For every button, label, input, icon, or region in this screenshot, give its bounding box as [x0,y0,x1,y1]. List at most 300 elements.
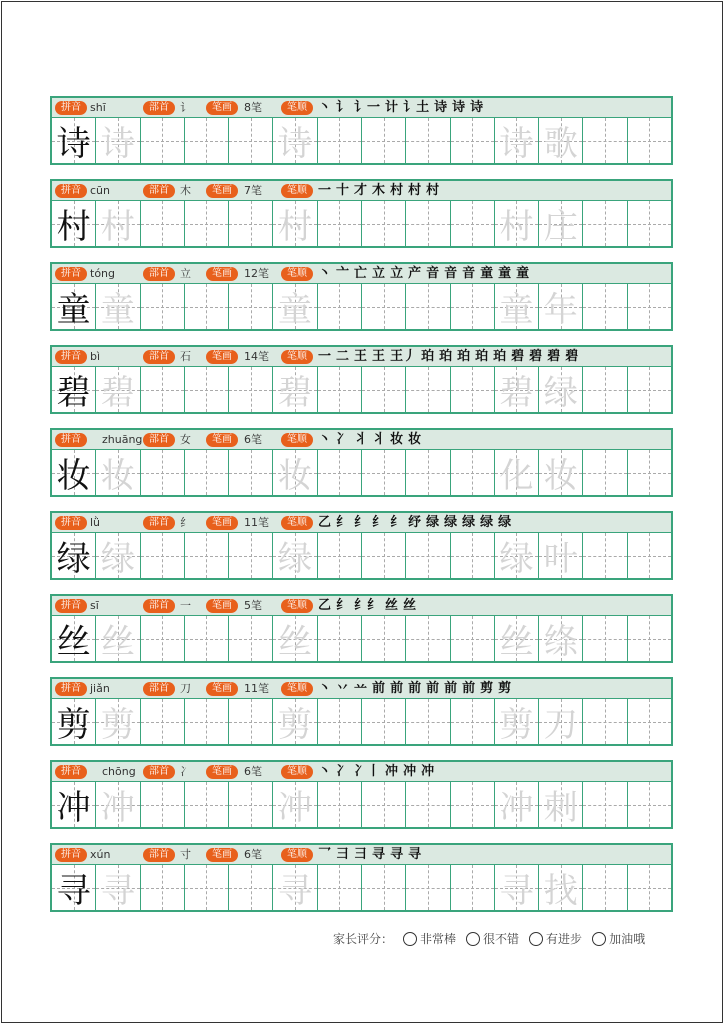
pinyin-value: zhuāng [102,433,143,446]
practice-cell[interactable] [318,865,362,910]
writing-grid [50,533,673,580]
practice-cell[interactable] [451,533,495,578]
practice-cell[interactable] [185,616,229,661]
practice-cell[interactable] [539,699,583,744]
practice-cell[interactable] [52,616,96,661]
practice-cell[interactable] [451,616,495,661]
practice-cell[interactable] [52,450,96,495]
practice-cell[interactable] [229,865,273,910]
model-character: 绿 [56,539,91,579]
practice-cell[interactable] [539,450,583,495]
practice-cell[interactable] [185,782,229,827]
pinyin-badge: 拼音 [55,267,87,281]
stroke-step: 冲 [385,764,399,779]
character-info-header [50,677,673,699]
practice-cell[interactable] [539,616,583,661]
stroke-step: 剪 [480,681,494,696]
pinyin-value: cūn [90,184,110,197]
practice-cell[interactable] [362,367,406,412]
practice-cell[interactable] [318,699,362,744]
stroke-step: 诗 [434,100,448,115]
practice-cell[interactable] [628,367,671,412]
practice-cell[interactable] [52,533,96,578]
stroke-step: 王丿 [390,349,417,364]
stroke-count-value: 14笔 [244,350,269,363]
practice-cell[interactable] [185,118,229,163]
practice-cell[interactable] [451,865,495,910]
stroke-order-sequence [318,99,488,117]
stroke-step: 村 [408,183,422,198]
practice-cell[interactable] [96,118,140,163]
practice-cell[interactable] [628,865,671,910]
practice-cell[interactable] [229,782,273,827]
stroke-step: 木 [372,183,386,198]
practice-cell[interactable] [495,284,539,329]
stroke-step: 冫丨 [354,764,381,779]
practice-cell[interactable] [406,616,450,661]
trace-word-character: 找 [543,871,578,911]
radical-badge: 部首 [143,765,175,779]
practice-cell[interactable] [141,699,185,744]
practice-cell[interactable] [229,367,273,412]
pinyin-value: tóng [90,267,115,280]
practice-cell[interactable] [406,782,450,827]
practice-cell[interactable] [451,782,495,827]
practice-cell[interactable] [273,450,317,495]
trace-word-character: 绿 [543,373,578,413]
trace-character: 剪 [100,705,135,745]
stroke-step: 乙 [318,598,332,613]
practice-cell[interactable] [539,118,583,163]
practice-cell[interactable] [273,616,317,661]
practice-cell[interactable] [362,865,406,910]
practice-cell[interactable] [539,201,583,246]
practice-cell[interactable] [141,782,185,827]
stroke-step: 乙 [318,515,332,530]
practice-cell[interactable] [495,616,539,661]
practice-cell[interactable] [495,118,539,163]
practice-cell[interactable] [273,367,317,412]
pinyin-badge: 拼音 [55,350,87,364]
practice-cell[interactable] [141,367,185,412]
trace-character: 妆 [278,456,313,496]
practice-cell[interactable] [96,865,140,910]
practice-cell[interactable] [583,782,627,827]
character-block [50,843,673,912]
stroke-step: 王 [372,349,386,364]
practice-cell[interactable] [362,450,406,495]
practice-cell[interactable] [362,118,406,163]
stroke-step: 冲 [403,764,417,779]
practice-cell[interactable] [141,201,185,246]
stroke-order-badge: 笔顺 [281,184,313,198]
stroke-step: 丶 [318,681,332,696]
practice-cell[interactable] [583,533,627,578]
radical-value: 讠 [180,101,191,114]
practice-cell[interactable] [451,699,495,744]
practice-cell[interactable] [52,865,96,910]
pinyin-badge: 拼音 [55,848,87,862]
stroke-order-badge: 笔顺 [281,101,313,115]
stroke-step: 寻 [372,847,386,862]
trace-character: 村 [100,207,135,247]
practice-cell[interactable] [362,533,406,578]
rating-option-excellent[interactable]: 非常棒 [403,930,456,947]
practice-cell[interactable] [628,118,671,163]
practice-cell[interactable] [362,782,406,827]
writing-grid [50,616,673,663]
practice-cell[interactable] [583,865,627,910]
stroke-step: 纟 [336,598,350,613]
trace-word-character: 叶 [543,539,578,579]
practice-cell[interactable] [406,367,450,412]
stroke-step: 讠 [336,100,350,115]
practice-cell[interactable] [185,865,229,910]
practice-cell[interactable] [628,533,671,578]
character-block [50,345,673,414]
practice-cell[interactable] [628,201,671,246]
pinyin-value: sī [90,599,99,612]
practice-cell[interactable] [141,865,185,910]
practice-cell[interactable] [451,118,495,163]
radical-badge: 部首 [143,599,175,613]
practice-cell[interactable] [451,450,495,495]
practice-cell[interactable] [495,533,539,578]
stroke-count-badge: 笔画 [206,267,238,281]
practice-cell[interactable] [318,201,362,246]
practice-cell[interactable] [406,284,450,329]
trace-character: 寻 [100,871,135,911]
stroke-step: 丷 [336,681,350,696]
practice-cell[interactable] [406,201,450,246]
practice-cell[interactable] [141,533,185,578]
practice-cell[interactable] [362,699,406,744]
pinyin-value: shī [90,101,106,114]
character-info-header [50,428,673,450]
model-character: 童 [56,290,91,330]
stroke-order-badge: 笔顺 [281,682,313,696]
stroke-step: 前 [426,681,440,696]
stroke-step: 碧 [547,349,561,364]
practice-cell[interactable] [451,367,495,412]
stroke-step: 一 [318,183,332,198]
practice-cell[interactable] [96,450,140,495]
practice-cell[interactable] [362,201,406,246]
practice-cell[interactable] [583,118,627,163]
writing-grid [50,699,673,746]
practice-cell[interactable] [628,699,671,744]
model-character: 寻 [56,871,91,911]
practice-cell[interactable] [318,616,362,661]
stroke-count-value: 5笔 [244,599,262,612]
stroke-step: 彐 [336,847,350,862]
stroke-step: 纟 [390,515,404,530]
stroke-step: 纟纟 [354,598,381,613]
radical-value: 冫 [180,765,191,778]
practice-cell[interactable] [495,201,539,246]
practice-cell[interactable] [229,284,273,329]
radical-badge: 部首 [143,433,175,447]
trace-character: 碧 [278,373,313,413]
practice-cell[interactable] [185,450,229,495]
stroke-step: 计 [385,100,399,115]
practice-cell[interactable] [52,201,96,246]
stroke-step: 绿 [462,515,476,530]
model-character: 冲 [56,788,91,828]
practice-cell[interactable] [185,533,229,578]
stroke-step: 碧 [565,349,579,364]
practice-cell[interactable] [229,699,273,744]
radio-circle-icon[interactable] [466,932,480,946]
stroke-step: 珀 [475,349,489,364]
stroke-order-badge: 笔顺 [281,433,313,447]
practice-cell[interactable] [539,367,583,412]
practice-cell[interactable] [539,533,583,578]
practice-cell[interactable] [185,284,229,329]
practice-cell[interactable] [583,699,627,744]
radio-circle-icon[interactable] [403,932,417,946]
practice-cell[interactable] [495,699,539,744]
pinyin-badge: 拼音 [55,516,87,530]
stroke-step: 村 [426,183,440,198]
practice-cell[interactable] [628,284,671,329]
stroke-step: 童 [480,266,494,281]
practice-cell[interactable] [362,284,406,329]
pinyin-badge: 拼音 [55,101,87,115]
practice-cell[interactable] [451,284,495,329]
stroke-step: 丶 [318,100,332,115]
writing-grid [50,284,673,331]
practice-cell[interactable] [52,118,96,163]
practice-cell[interactable] [495,450,539,495]
radical-value: 女 [180,433,191,446]
character-block [50,96,673,165]
stroke-order-badge: 笔顺 [281,599,313,613]
practice-cell[interactable] [318,533,362,578]
pinyin-badge: 拼音 [55,184,87,198]
practice-cell[interactable] [628,450,671,495]
practice-cell[interactable] [96,367,140,412]
rating-option-good[interactable]: 很不错 [466,930,519,947]
stroke-step: 彐 [354,847,368,862]
stroke-step: 讠土 [403,100,430,115]
practice-cell[interactable] [318,284,362,329]
stroke-count-value: 8笔 [244,101,262,114]
stroke-order-badge: 笔顺 [281,350,313,364]
model-character: 诗 [56,124,91,164]
radical-value: 刀 [180,682,191,695]
practice-cell[interactable] [318,118,362,163]
pinyin-badge: 拼音 [55,599,87,613]
stroke-step: 寻 [408,847,422,862]
radical-value: 寸 [180,848,191,861]
practice-cell[interactable] [229,450,273,495]
trace-character: 村 [278,207,313,247]
stroke-step: 冫 [336,764,350,779]
model-character: 妆 [56,456,91,496]
pinyin-value: chōng [102,765,136,778]
practice-cell[interactable] [539,865,583,910]
stroke-step: 诗 [470,100,484,115]
practice-cell[interactable] [273,201,317,246]
practice-cell[interactable] [141,284,185,329]
practice-cell[interactable] [229,201,273,246]
stroke-step: 珀 [457,349,471,364]
stroke-count-value: 6笔 [244,848,262,861]
trace-word-character: 刀 [543,705,578,745]
stroke-step: 丶 [318,266,332,281]
practice-cell[interactable] [96,284,140,329]
practice-cell[interactable] [273,118,317,163]
rating-option-progress[interactable]: 有进步 [529,930,582,947]
practice-cell[interactable] [406,118,450,163]
trace-character: 童 [100,290,135,330]
stroke-step: 二 [336,349,350,364]
stroke-step: 前 [390,681,404,696]
practice-cell[interactable] [52,284,96,329]
practice-cell[interactable] [495,367,539,412]
practice-cell[interactable] [495,865,539,910]
practice-cell[interactable] [451,201,495,246]
trace-character: 绿 [278,539,313,579]
practice-cell[interactable] [583,367,627,412]
practice-cell[interactable] [96,699,140,744]
character-info-header [50,843,673,865]
practice-cell[interactable] [52,367,96,412]
practice-cell[interactable] [52,699,96,744]
practice-cell[interactable] [229,118,273,163]
stroke-step: 前 [462,681,476,696]
trace-word-character: 歌 [543,124,578,164]
stroke-step: 产 [408,266,422,281]
trace-word-character: 诗 [499,124,534,164]
stroke-count-badge: 笔画 [206,848,238,862]
radical-badge: 部首 [143,516,175,530]
stroke-step: 珀 [493,349,507,364]
practice-cell[interactable] [273,284,317,329]
pinyin-badge: 拼音 [55,682,87,696]
stroke-step: 丝 [403,598,417,613]
character-block [50,511,673,580]
stroke-step: 珀 [439,349,453,364]
stroke-step: 童 [498,266,512,281]
character-block [50,428,673,497]
stroke-step: 亡 [354,266,368,281]
practice-cell[interactable] [273,782,317,827]
practice-cell[interactable] [96,616,140,661]
practice-cell[interactable] [273,699,317,744]
practice-cell[interactable] [96,533,140,578]
practice-cell[interactable] [406,533,450,578]
trace-character: 丝 [278,622,313,662]
practice-cell[interactable] [318,450,362,495]
stroke-order-sequence [318,763,439,781]
practice-cell[interactable] [362,616,406,661]
stroke-count-value: 11笔 [244,682,269,695]
character-info-header [50,96,673,118]
pinyin-value: xún [90,848,111,861]
stroke-step: 纟 [372,515,386,530]
practice-cell[interactable] [318,367,362,412]
stroke-step: 音 [444,266,458,281]
practice-cell[interactable] [52,782,96,827]
stroke-count-value: 7笔 [244,184,262,197]
stroke-order-badge: 笔顺 [281,765,313,779]
stroke-step: 才 [354,183,368,198]
practice-cell[interactable] [96,782,140,827]
radical-badge: 部首 [143,350,175,364]
stroke-step: 绿 [480,515,494,530]
stroke-step: 绿 [426,515,440,530]
rating-option-keep-going[interactable]: 加油哦 [592,930,645,947]
stroke-step: 音 [462,266,476,281]
stroke-step: 音 [426,266,440,281]
practice-cell[interactable] [539,782,583,827]
practice-cell[interactable] [406,699,450,744]
practice-cell[interactable] [583,201,627,246]
practice-cell[interactable] [406,865,450,910]
stroke-order-sequence [318,514,516,532]
radio-circle-icon[interactable] [529,932,543,946]
stroke-step: 丬 [354,432,368,447]
practice-cell[interactable] [141,118,185,163]
practice-cell[interactable] [273,865,317,910]
character-block [50,594,673,663]
stroke-step: 纾 [408,515,422,530]
practice-cell[interactable] [495,782,539,827]
pinyin-value: jiǎn [90,682,110,695]
pinyin-value: lǜ [90,516,101,529]
stroke-order-sequence [318,680,516,698]
practice-cell[interactable] [185,699,229,744]
practice-cell[interactable] [185,367,229,412]
practice-cell[interactable] [229,616,273,661]
stroke-order-sequence [318,265,534,283]
radical-value: 一 [180,599,191,612]
practice-cell[interactable] [141,616,185,661]
character-block [50,677,673,746]
practice-cell[interactable] [583,450,627,495]
stroke-step: 绿 [498,515,512,530]
practice-cell[interactable] [583,284,627,329]
radical-badge: 部首 [143,267,175,281]
practice-cell[interactable] [141,450,185,495]
stroke-order-sequence [318,597,421,615]
practice-cell[interactable] [539,284,583,329]
stroke-step: 村 [390,183,404,198]
practice-cell[interactable] [229,533,273,578]
stroke-count-value: 12笔 [244,267,269,280]
stroke-count-badge: 笔画 [206,516,238,530]
practice-cell[interactable] [185,201,229,246]
stroke-step: 前 [444,681,458,696]
radio-circle-icon[interactable] [592,932,606,946]
trace-word-character: 刺 [543,788,578,828]
stroke-step: 前 [372,681,386,696]
stroke-order-sequence [318,182,444,200]
practice-cell[interactable] [628,782,671,827]
stroke-step: 丶 [318,764,332,779]
practice-cell[interactable] [583,616,627,661]
practice-cell[interactable] [406,450,450,495]
trace-character: 妆 [100,456,135,496]
stroke-count-value: 6笔 [244,433,262,446]
practice-cell[interactable] [628,616,671,661]
practice-cell[interactable] [318,782,362,827]
practice-cell[interactable] [273,533,317,578]
practice-cell[interactable] [96,201,140,246]
trace-word-character: 年 [543,290,578,330]
